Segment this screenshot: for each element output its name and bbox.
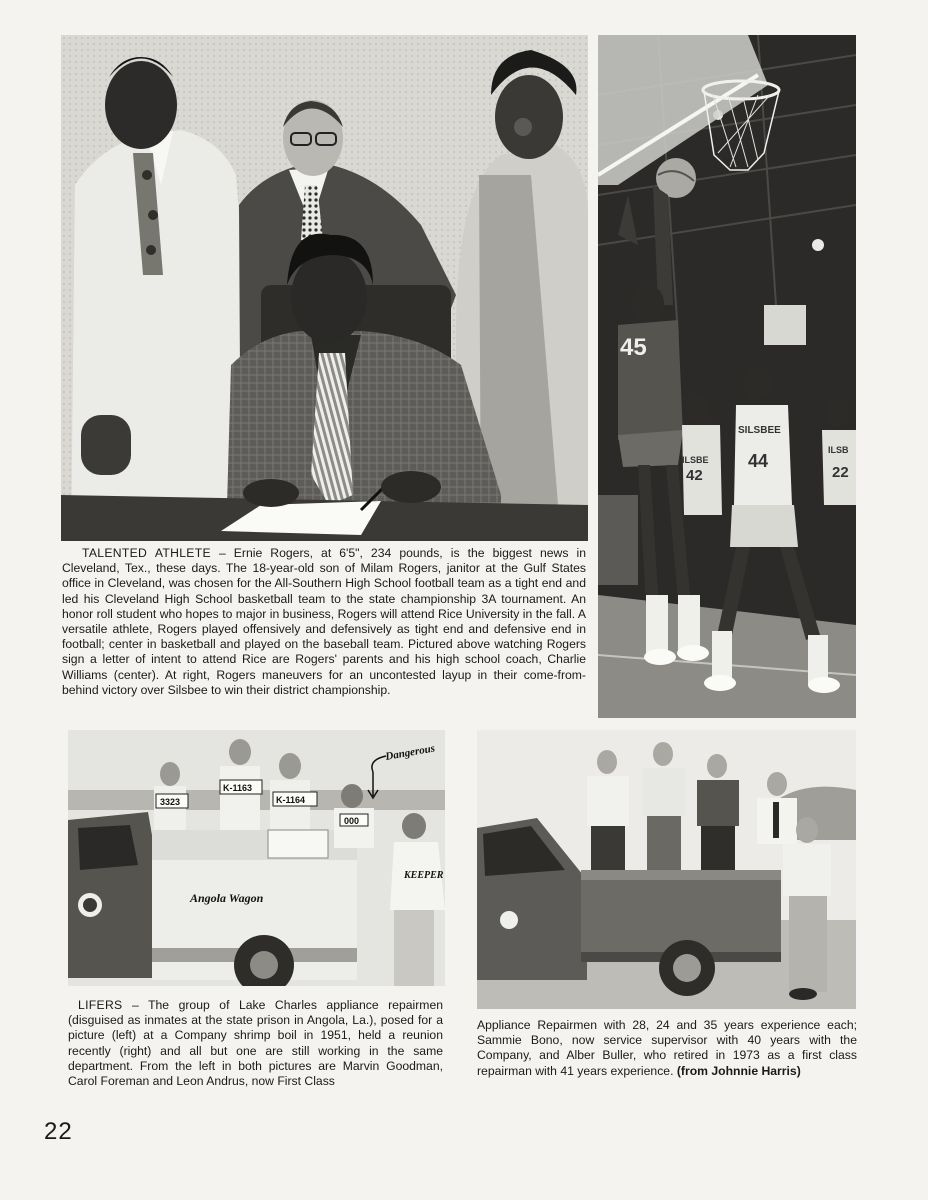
number-sign-1: 3323 [160,797,181,807]
jersey-lettering-left: ILSBE [682,455,709,465]
jersey-number-22: 22 [832,464,849,481]
athlete-caption-body: Ernie Rogers, at 6'5", 234 pounds, is the biggest news in Cleveland, Tex., these days. The 18-year-old son of Milam Rogers, janitor at the Gulf States office in Cleveland, was chosen for the All-Southern High School football team as a tight end and led his Cleveland High School basketball team to the state championship 3A tournament. An honor roll student who hopes to major in business, Rogers will attend Rice University in the fall. A versatile athlete, Rogers played offensively and defensively as tight end and defensive end in football; center in basketball and played on the baseball team. Pictured above watching Rogers sign a letter of intent to attend Rice are Rogers' parents and his high school coach, Charlie Williams (center). At right, Rogers maneuvers for an uncontested layup in their come-from-behind victory over Silsbee to win their district championship. [62,546,586,697]
lifers-caption-lead: LIFERS [78,998,123,1012]
basketball-photo-image [598,35,856,718]
lifers-caption-body-right: Appliance Repairmen with 28, 24 and 35 years experience each; Sammie Bono, now service supervisor with 40 years with the Company, and Alber Buller, who retired in 1973 as a first class repairman with 41 years experience. [477,1018,857,1078]
number-sign-2: K-1163 [223,783,253,793]
lifers-caption-left: LIFERS – The group of Lake Charles appliance repairmen (disguised as inmates at the state prison in Angola, La.), posed for a picture (left) at a Company shrimp boil in 1951, held a reunion recently (right) and all but one are still working in the same department. From the left in both pictures are Marvin Goodman, Carol Foreman and Leon Andrus, now First Class [68,998,443,1089]
athlete-caption-lead: TALENTED ATHLETE [82,546,211,560]
arrow-label: Dangerous [384,742,436,763]
number-sign-4: 000 [344,816,360,826]
reunion-photo-image [477,730,856,1009]
jersey-lettering-right: ILSB [828,445,849,455]
lifers-caption-right [477,1018,857,1079]
number-sign-3: K-1164 [276,795,306,805]
reunion-photo [477,730,856,1009]
wagon-sign: Angola Wagon [190,891,264,905]
basketball-photo [598,35,856,718]
signing-photo [61,35,588,541]
page-number: 22 [44,1118,73,1145]
angola-wagon-photo [68,730,445,986]
signing-photo-image [61,35,588,541]
lifers-caption-body-left: The group of Lake Charles appliance repairmen (disguised as inmates at the state prison in Angola, La.), posed for a picture (left) at a Company shrimp boil in 1951, held a reunion recently (right) and all but one are still working in the same department. From the left in both pictures are Marvin Goodman, Carol Foreman and Leon Andrus, now First Class [68,998,443,1089]
photo-credit: (from Johnnie Harris) [676,1063,801,1078]
athlete-caption: TALENTED ATHLETE – Ernie Rogers, at 6'5", 234 pounds, is the biggest news in Cleveland, Tex., these days. The 18-year-old son of Milam Rogers, janitor at the Gulf States office in Cleveland, was chosen for the All-Southern High School football team as a tight end and led his Cleveland High School basketball team to the state championship 3A tournament. An honor roll student who hopes to major in business, Rogers will attend Rice University in the fall. A versatile athlete, Rogers played offensively and defensively as tight end and defensive end in football; center in basketball and played on the baseball team. Pictured above watching Rogers sign a letter of intent to attend Rice are Rogers' parents and his high school coach, Charlie Williams (center). At right, Rogers maneuvers for an uncontested layup in their come-from-behind victory over Silsbee to win their district championship. [62,546,586,697]
jersey-number-44: 44 [748,451,769,471]
angola-wagon-image [68,730,445,986]
jersey-lettering-center: SILSBEE [738,425,781,436]
keeper-sign: KEEPER [404,870,444,881]
jersey-number-42: 42 [686,467,703,484]
jersey-number-45: 45 [620,334,647,361]
